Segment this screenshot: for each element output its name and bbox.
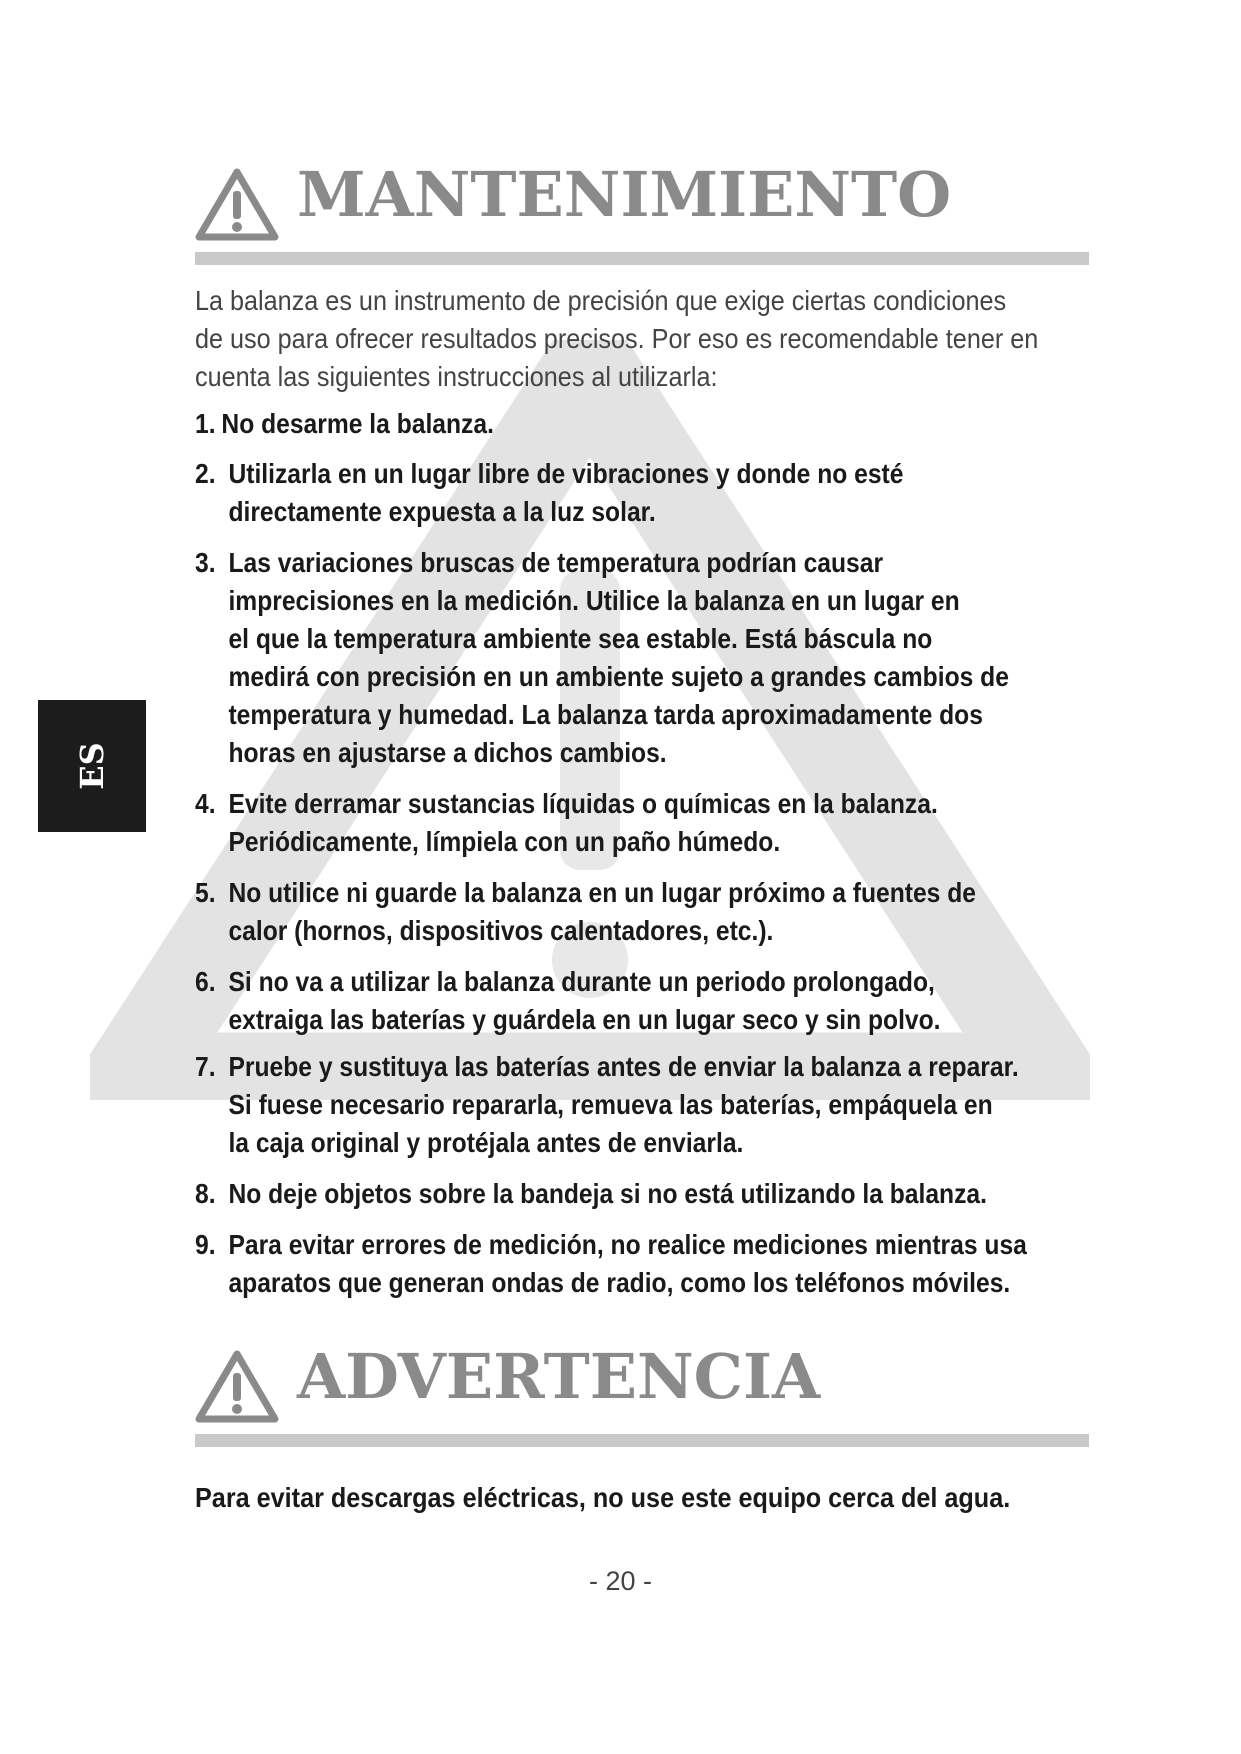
list-item — [195, 544, 1009, 772]
item-line: No desarme la balanza. — [221, 408, 494, 439]
maintenance-title: MANTENIMIENTO — [297, 158, 952, 231]
item-number: 9. — [195, 1229, 216, 1260]
heading-rule — [195, 252, 1089, 265]
warning-icon — [195, 1348, 279, 1424]
maintenance-intro — [195, 282, 1039, 396]
item-line: Utilizarla en un lugar libre de vibraciones y donde no esté — [228, 458, 904, 489]
item-number: 3. — [195, 547, 216, 578]
item-number: 8. — [195, 1178, 216, 1209]
item-number: 6. — [195, 966, 216, 997]
item-line: Las variaciones bruscas de temperatura podrían causar — [228, 547, 884, 578]
heading-rule — [195, 1434, 1089, 1447]
list-item — [195, 1048, 1019, 1162]
item-line: el que la temperatura ambiente sea estable. Está báscula no — [228, 623, 933, 654]
intro-line: cuenta las siguientes instrucciones al utilizarla: — [195, 361, 718, 392]
item-line: imprecisiones en la medición. Utilice la balanza en un lugar en — [228, 585, 960, 616]
intro-line: de uso para ofrecer resultados precisos. Por eso es recomendable tener en — [195, 323, 1039, 354]
item-line: No deje objetos sobre la bandeja si no está utilizando la balanza. — [228, 1178, 987, 1209]
list-item — [195, 874, 976, 950]
item-line: medirá con precisión en un ambiente sujeto a grandes cambios de — [228, 661, 1009, 692]
item-line: extraiga las baterías y guárdela en un lugar seco y sin polvo. — [228, 1004, 941, 1035]
item-line: aparatos que generan ondas de radio, como los teléfonos móviles. — [228, 1267, 1011, 1298]
page-number: - 20 - — [588, 1566, 653, 1596]
item-line: la caja original y protéjala antes de enviarla. — [228, 1127, 744, 1158]
item-number: 1. — [195, 408, 216, 439]
item-number: 7. — [195, 1051, 216, 1082]
item-line: Evite derramar sustancias líquidas o químicas en la balanza. — [228, 788, 938, 819]
item-line: horas en ajustarse a dichos cambios. — [228, 737, 667, 768]
list-item — [195, 785, 938, 861]
list-item — [195, 455, 903, 531]
item-line: Periódicamente, límpiela con un paño húmedo. — [228, 826, 781, 857]
intro-line: La balanza es un instrumento de precisión que exige ciertas condiciones — [195, 285, 1007, 316]
item-line: Para evitar errores de medición, no realice mediciones mientras usa — [228, 1229, 1027, 1260]
item-line: No utilice ni guarde la balanza en un lugar próximo a fuentes de — [228, 877, 976, 908]
language-tab-label: ES — [73, 742, 111, 790]
item-line: Pruebe y sustituya las baterías antes de enviar la balanza a reparar. — [228, 1051, 1019, 1082]
item-line: temperatura y humedad. La balanza tarda aproximadamente dos — [228, 699, 983, 730]
item-number: 2. — [195, 458, 216, 489]
item-line: Si fuese necesario repararla, remueva las baterías, empáquela en — [228, 1089, 993, 1120]
item-line: Si no va a utilizar la balanza durante un periodo prolongado, — [228, 966, 935, 997]
item-line: directamente expuesta a la luz solar. — [228, 496, 656, 527]
language-tab — [38, 700, 146, 832]
list-item — [195, 1226, 1027, 1302]
list-item — [195, 963, 941, 1039]
list-item — [195, 1175, 987, 1213]
warning-text: Para evitar descargas eléctricas, no use este equipo cerca del agua. — [195, 1482, 1011, 1513]
warning-title: ADVERTENCIA — [297, 1340, 821, 1413]
warning-icon — [195, 166, 279, 242]
item-number: 4. — [195, 788, 216, 819]
item-number: 5. — [195, 877, 216, 908]
item-line: calor (hornos, dispositivos calentadores, etc.). — [228, 915, 774, 946]
list-item — [195, 405, 494, 443]
